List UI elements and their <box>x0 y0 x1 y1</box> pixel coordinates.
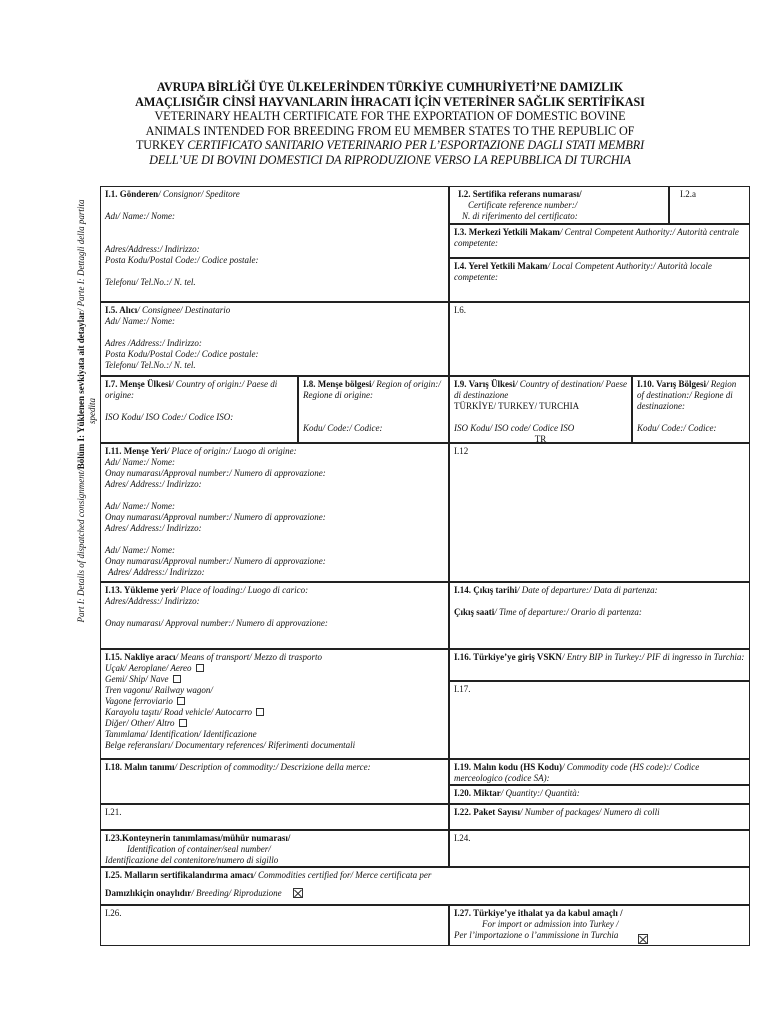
field-i10-region-of-destination[interactable]: I.10. Varış Bölgesi/ Region of destination:/ Regione di destinazione: Kodu/ Code:/ Codice: <box>632 376 750 443</box>
checkbox-ship[interactable] <box>173 675 181 683</box>
field-i18-description-of-commodity[interactable]: I.18. Malın tanımı/ Description of commodity:/ Descrizione della merce: <box>100 759 449 804</box>
title-line-tr-1: AVRUPA BİRLİĞİ ÜYE ÜLKELERİNDEN TÜRKİYE CUMHURİYETİ’NE DAMIZLIK <box>156 80 624 94</box>
title-line-it-2: DELL’UE DI BOVINI DOMESTICI DA RIPRODUZIONE VERSO LA REPUBBLICA DI TURCHIA <box>149 152 631 167</box>
field-i17[interactable]: I.17. <box>449 681 750 759</box>
field-i14-date-of-departure[interactable]: I.14. Çıkış tarihi/ Date of departure:/ Data di partenza: Çıkış saati/ Time of departure:/ Orario di partenza: <box>449 582 750 649</box>
checkbox-railway[interactable] <box>177 697 185 705</box>
field-i1-consignor[interactable]: I.1. Gönderen/ Consignor/ Speditore Adı/ Name:/ Nome: Adres/Address:/ Indirizzo: Posta Kodu/Postal Code:/ Codice postale: Telefonu/ Tel.No.:/ N. tel. <box>100 186 449 302</box>
title-line-tr-2: AMAÇLISIĞIR CİNSİ HAYVANLARIN İHRACATI İÇİN VETERİNER SAĞLIK SERTİFİKASI <box>135 94 645 109</box>
field-i9-country-of-destination[interactable]: I.9. Varış Ülkesi/ Country of destination/ Paese di destinazione TÜRKİYE/ TURKEY/ TURCHIA ISO Kodu/ ISO code/ Codice ISO TR <box>449 376 632 443</box>
field-i3-central-authority[interactable]: I.3. Merkezi Yetkili Makam/ Central Competent Authority:/ Autorità centrale competente: <box>449 224 750 258</box>
field-i22-number-of-packages[interactable]: I.22. Paket Sayısı/ Number of packages/ Numero di colli <box>449 804 750 830</box>
field-i7-country-of-origin[interactable]: I.7. Menşe Ülkesi/ Country of origin:/ Paese di origine: ISO Kodu/ ISO Code:/ Codice ISO: <box>100 376 298 443</box>
checkbox-import-checked[interactable] <box>638 934 648 944</box>
field-i19-commodity-code[interactable]: I.19. Malın kodu (HS Kodu)/ Commodity code (HS code):/ Codice merceologico (codice SA): <box>449 759 750 785</box>
certificate-form <box>100 186 750 946</box>
field-i5-consignee[interactable]: I.5. Alıcı/ Consignee/ Destinatario Adı/ Name:/ Nome: Adres /Address:/ Indirizzo: Posta Kodu/Postal Code:/ Codice postale: Telefonu/ Tel.No.:/ N. tel. <box>100 302 449 376</box>
field-i11-place-of-origin[interactable]: I.11. Menşe Yeri/ Place of origin:/ Luogo di origine: Adı/ Name:/ Nome: Onay numarası/Approval number:/ Numero di approvazione: Adres/ Address:/ Indirizzo: Adı/ Name:/ Nome: Onay numarası/Approval number:/ Numero di approvazione: Adres/ Address:/ Indirizzo: Adı/ Name:/ Nome: Onay numarası/Approval number:/ Numero di approvazione: Adres/ Address:/ Indirizzo: <box>100 443 449 582</box>
checkbox-aeroplane[interactable] <box>196 664 204 672</box>
field-i23-container-identification[interactable]: I.23.Konteynerin tanımlaması/mühür numarası/ Identification of container/seal number/ Identificazione del contenitore/numero di sigillo <box>100 830 449 867</box>
title-line-en-it <box>80 138 700 153</box>
field-i4-local-authority[interactable]: I.4. Yerel Yetkili Makam/ Local Competent Authority:/ Autorità locale competente: <box>449 258 750 302</box>
title-line-it-1: CERTIFICATO SANITARIO VETERINARIO PER L’ESPORTAZIONE DAGLI STATI MEMBRI <box>187 138 645 153</box>
checkbox-breeding-checked[interactable] <box>293 888 303 898</box>
destination-country: TÜRKİYE/ TURKEY/ TURCHIA <box>454 401 580 411</box>
field-i6[interactable]: I.6. <box>449 302 750 376</box>
part-one-sidebar <box>76 186 100 636</box>
field-i8-region-of-origin[interactable]: I.8. Menşe bölgesi/ Region of origin:/ Regione di origine: Kodu/ Code:/ Codice: <box>298 376 449 443</box>
destination-iso-code: TR <box>534 434 547 443</box>
checkbox-other[interactable] <box>179 719 187 727</box>
field-i2a[interactable]: I.2.a <box>669 186 750 224</box>
field-i21[interactable]: I.21. <box>100 804 449 830</box>
checkbox-road-vehicle[interactable] <box>256 708 264 716</box>
certificate-title <box>80 80 700 168</box>
field-i12[interactable]: I.12 <box>449 443 750 582</box>
title-line-en-2: ANIMALS INTENDED FOR BREEDING FROM EU MEMBER STATES TO THE REPUBLIC OF <box>145 123 635 138</box>
field-i2-certificate-reference[interactable]: I.2. Sertifika referans numarası/ Certificate reference number:/ N. di riferimento del certificato: <box>449 186 669 224</box>
title-turkey: TURKEY <box>135 138 185 153</box>
field-i27-import-admission[interactable]: I.27. Türkiye’ye ithalat ya da kabul amaçlı / For import or admission into Turkey / Per l’importazione o l’ammissione in Turchia <box>449 905 750 946</box>
field-i20-quantity[interactable]: I.20. Miktar/ Quantity:/ Quantità: <box>449 785 750 804</box>
title-line-en-1: VETERINARY HEALTH CERTIFICATE FOR THE EXPORTATION OF DOMESTIC BOVINE <box>154 109 626 124</box>
field-i16-entry-bip[interactable]: I.16. Türkiye’ye giriş VSKN/ Entry BIP in Turkey:/ PIF di ingresso in Turchia: <box>449 649 750 681</box>
field-i26[interactable]: I.26. <box>100 905 449 946</box>
field-i15-means-of-transport[interactable]: I.15. Nakliye aracı/ Means of transport/ Mezzo di trasporto Uçak/ Aeroplane/ Aereo Gemi/ Ship/ Nave Tren vagonu/ Railway wagon/ Vagone ferroviario Karayolu taşıtı/ Road vehicle/ Autocarro Diğer/ Other/ Altro Tanımlama/ Identification/ Identificazione Belge referansları/ Documentary references/ Riferimenti documentali <box>100 649 449 759</box>
field-i25-certified-for[interactable]: I.25. Malların sertifikalandırma amacı/ Commodities certified for/ Merce certificata per Damızlıkiçin onaylıdır/ Breeding/ Riproduzione <box>100 867 750 905</box>
field-i13-place-of-loading[interactable]: I.13. Yükleme yeri/ Place of loading:/ Luogo di carico: Adres/Address:/ Indirizzo: Onay numarası/ Approval number:/ Numero di approvazione: <box>100 582 449 649</box>
field-i24[interactable]: I.24. <box>449 830 750 867</box>
part-one-label: Part I: Details of dispatched consignment/Bölüm I: Yüklenen sevkiyata ait detaylar/ Parte I: Dettagli della partita spedita <box>76 199 97 623</box>
